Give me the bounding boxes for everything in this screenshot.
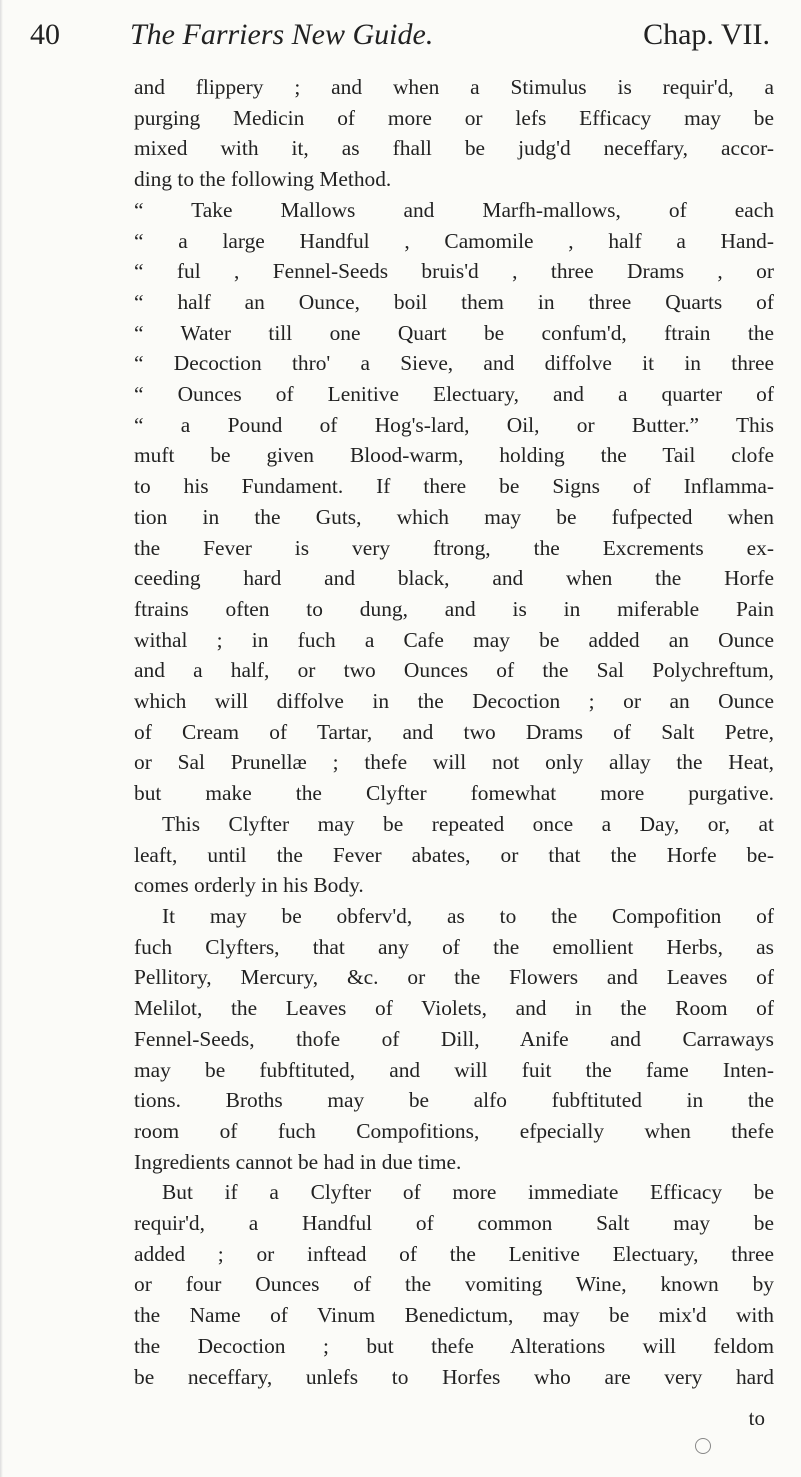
text-line: the Name of Vinum Benedictum, may be mix'd with xyxy=(134,1303,774,1328)
text-line: room of fuch Compofitions, efpecially when thefe xyxy=(134,1118,774,1143)
text-line: “ Decoction thro' a Sieve, and diffolve it in three xyxy=(134,351,774,376)
text-line: or four Ounces of the vomiting Wine, known by xyxy=(134,1272,774,1297)
text-line: tions. Broths may be alfo fubftituted in the xyxy=(134,1088,774,1113)
text-line: ding to the following Method. xyxy=(134,167,392,192)
text-line: “ a large Handful , Camomile , half a Hand- xyxy=(134,228,774,253)
text-line: “ Ounces of Lenitive Electuary, and a quarter of xyxy=(134,382,774,407)
text-line: leaft, until the Fever abates, or that the Horfe be- xyxy=(134,842,774,867)
page-number: 40 xyxy=(30,18,60,51)
text-line: Fennel-Seeds, thofe of Dill, Anife and Carraways xyxy=(134,1026,774,1051)
text-line: purging Medicin of more or lefs Efficacy may be xyxy=(134,105,774,130)
text-line: mixed with it, as fhall be judg'd neceffary, accor- xyxy=(134,136,774,161)
text-line: the Decoction ; but thefe Alterations will feldom xyxy=(134,1333,774,1358)
text-line: of Cream of Tartar, and two Drams of Salt Petre, xyxy=(134,719,774,744)
text-line: requir'd, a Handful of common Salt may be xyxy=(134,1211,774,1236)
text-line: It may be obferv'd, as to the Compofition of xyxy=(162,903,774,928)
running-title: The Farriers New Guide. xyxy=(130,18,434,51)
text-line: “ half an Ounce, boil them in three Quarts of xyxy=(134,289,774,314)
text-line: added ; or inftead of the Lenitive Electuary, three xyxy=(134,1241,774,1266)
text-line: This Clyfter may be repeated once a Day, or, at xyxy=(162,811,774,836)
text-line: the Fever is very ftrong, the Excrements ex- xyxy=(134,535,774,560)
text-line: “ Water till one Quart be confum'd, ftrain the xyxy=(134,320,774,345)
page-edge-shadow xyxy=(0,0,3,1477)
catchword: to xyxy=(748,1406,765,1430)
text-line: to his Fundament. If there be Signs of Inflamma- xyxy=(134,474,774,499)
text-line: may be fubftituted, and will fuit the fame Inten- xyxy=(134,1057,774,1082)
text-line: comes orderly in his Body. xyxy=(134,873,364,898)
text-line: muft be given Blood-warm, holding the Tail clofe xyxy=(134,443,774,468)
text-line: be neceffary, unlefs to Horfes who are very hard xyxy=(134,1364,774,1389)
printer-mark-icon xyxy=(695,1438,711,1454)
chapter-label: Chap. VII. xyxy=(643,18,770,51)
text-line: fuch Clyfters, that any of the emollient Herbs, as xyxy=(134,934,774,959)
text-line: “ a Pound of Hog's-lard, Oil, or Butter.” This xyxy=(134,412,774,437)
text-line: Pellitory, Mercury, &c. or the Flowers and Leaves of xyxy=(134,965,774,990)
text-line: withal ; in fuch a Cafe may be added an Ounce xyxy=(134,627,774,652)
text-line: and a half, or two Ounces of the Sal Polychreftum, xyxy=(134,658,774,683)
text-line: “ ful , Fennel-Seeds bruis'd , three Drams , or xyxy=(134,259,774,284)
text-line: but make the Clyfter fomewhat more purgative. xyxy=(134,781,774,806)
text-line: ceeding hard and black, and when the Horfe xyxy=(134,566,774,591)
text-line: or Sal Prunellæ ; thefe will not only allay the Heat, xyxy=(134,750,774,775)
body-text xyxy=(134,72,774,1392)
text-line: which will diffolve in the Decoction ; or an Ounce xyxy=(134,689,774,714)
text-line: Ingredients cannot be had in due time. xyxy=(134,1149,462,1174)
text-line: ftrains often to dung, and is in miferable Pain xyxy=(134,596,774,621)
text-line: But if a Clyfter of more immediate Efficacy be xyxy=(162,1180,774,1205)
text-line: tion in the Guts, which may be fufpected when xyxy=(134,504,774,529)
page-header xyxy=(30,16,770,66)
text-line: and flippery ; and when a Stimulus is requir'd, a xyxy=(134,75,774,99)
text-line: Melilot, the Leaves of Violets, and in the Room of xyxy=(134,996,774,1021)
text-line: “ Take Mallows and Marfh-mallows, of each xyxy=(134,197,774,222)
